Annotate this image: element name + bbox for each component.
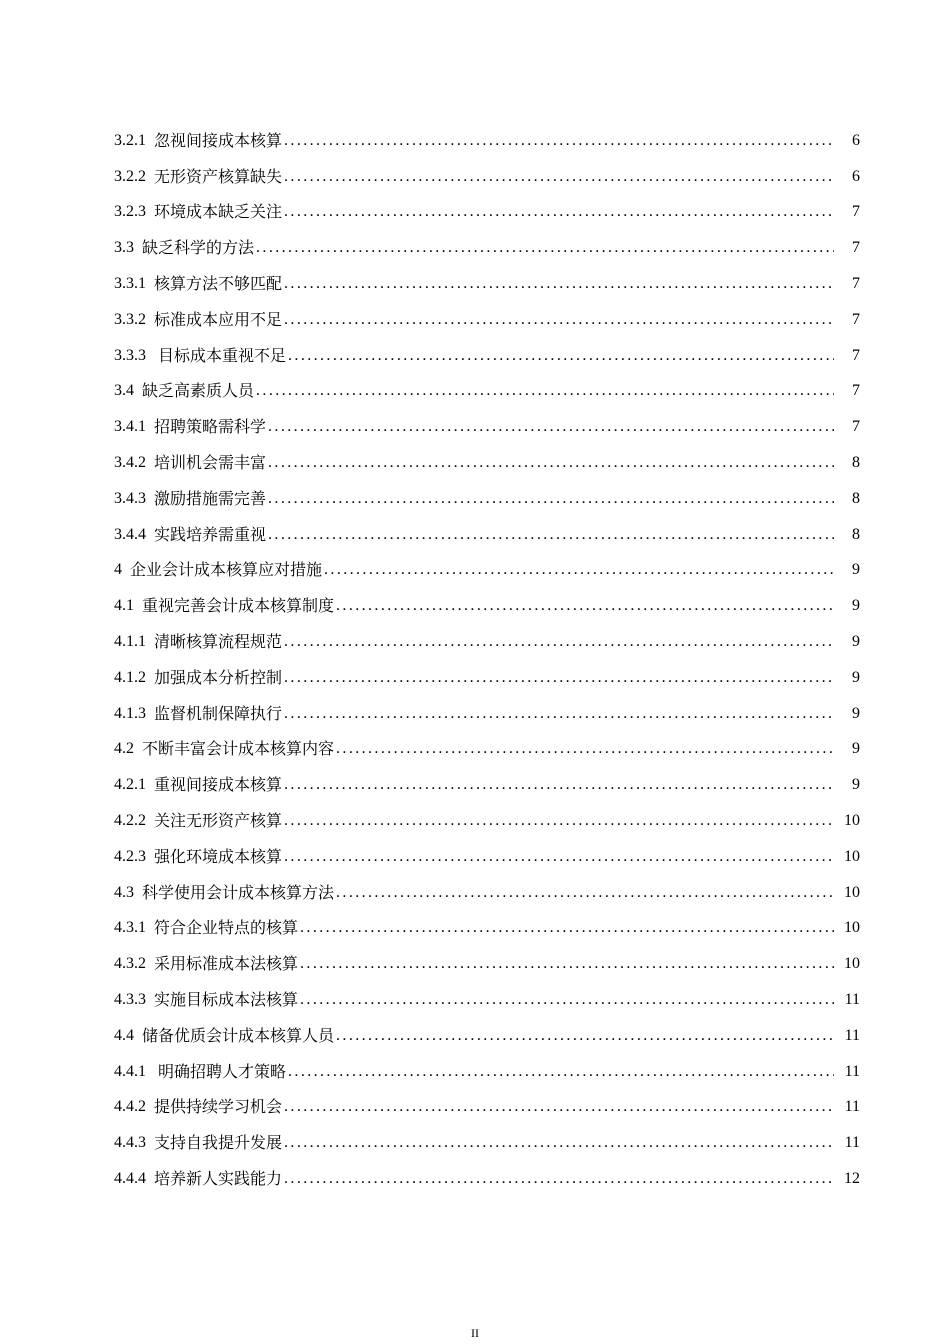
toc-entry-number: 3.4.3 <box>114 489 146 507</box>
toc-entry[interactable] <box>114 1009 860 1045</box>
toc-entry-title: 核算方法不够匹配 <box>154 273 283 293</box>
toc-entry-page: 7 <box>852 382 860 400</box>
toc-entry-title: 储备优质会计成本核算人员 <box>142 1025 335 1045</box>
toc-entry[interactable] <box>114 1116 860 1152</box>
toc-dot-leader <box>284 633 834 651</box>
toc-dot-leader <box>284 1098 834 1116</box>
toc-entry-page: 7 <box>852 239 860 257</box>
toc-entry-title: 不断丰富会计成本核算内容 <box>142 739 335 759</box>
toc-entry-title: 强化环境成本核算 <box>154 846 283 866</box>
toc-dot-leader <box>288 347 834 365</box>
toc-entry-page: 12 <box>844 1169 860 1187</box>
toc-entry-title: 重视完善会计成本核算制度 <box>142 596 335 616</box>
toc-entry-number: 4.4.3 <box>114 1134 146 1152</box>
toc-entry[interactable] <box>114 866 860 902</box>
toc-entry-title: 无形资产核算缺失 <box>154 166 283 186</box>
toc-entry-number: 4.1.3 <box>114 704 146 722</box>
toc-dot-leader <box>288 1063 834 1081</box>
toc-entry-title: 明确招聘人才策略 <box>158 1061 287 1081</box>
toc-entry-number: 4.1.1 <box>114 632 146 650</box>
toc-dot-leader <box>284 203 834 221</box>
toc-entry-title: 目标成本重视不足 <box>158 345 287 365</box>
toc-entry-title: 重视间接成本核算 <box>154 775 283 795</box>
toc-entry[interactable] <box>114 615 860 651</box>
toc-entry[interactable] <box>114 1045 860 1081</box>
toc-entry-number: 4.1 <box>114 597 134 615</box>
toc-entry[interactable] <box>114 472 860 508</box>
toc-entry-page: 9 <box>852 740 860 758</box>
toc-dot-leader <box>284 132 834 150</box>
toc-dot-leader <box>268 418 834 436</box>
toc-entry-number: 4.3.3 <box>114 990 146 1008</box>
toc-entry[interactable] <box>114 365 860 401</box>
toc-entry-page: 11 <box>844 1098 860 1116</box>
toc-entry-number: 4.3.2 <box>114 955 146 973</box>
toc-dot-leader <box>284 311 834 329</box>
toc-entry-number: 3.3.1 <box>114 274 146 292</box>
toc-entry-page: 6 <box>852 167 860 185</box>
toc-dot-leader <box>284 168 834 186</box>
toc-entry-title: 培养新人实践能力 <box>154 1168 283 1188</box>
toc-entry-number: 4.4.2 <box>114 1098 146 1116</box>
toc-dot-leader <box>284 275 834 293</box>
toc-entry-title: 关注无形资产核算 <box>154 810 283 830</box>
toc-dot-leader <box>324 561 834 579</box>
toc-entry-number: 3.2.1 <box>114 131 146 149</box>
toc-entry[interactable] <box>114 186 860 222</box>
toc-entry-number: 3.3 <box>114 239 134 257</box>
toc-entry-number: 4.4.4 <box>114 1169 146 1187</box>
toc-entry-page: 11 <box>844 1026 860 1044</box>
toc-dot-leader <box>284 1134 834 1152</box>
toc-dot-leader <box>256 239 834 257</box>
toc-entry[interactable] <box>114 1152 860 1188</box>
toc-entry-title: 科学使用会计成本核算方法 <box>142 882 335 902</box>
toc-entry-page: 11 <box>844 990 860 1008</box>
toc-entry-page: 9 <box>852 704 860 722</box>
toc-entry-page: 7 <box>852 418 860 436</box>
toc-entry-page: 7 <box>852 346 860 364</box>
toc-dot-leader <box>336 884 834 902</box>
toc-dot-leader <box>336 740 834 758</box>
toc-entry[interactable] <box>114 436 860 472</box>
toc-entry-page: 8 <box>852 453 860 471</box>
toc-entry-title: 实施目标成本法核算 <box>154 989 299 1009</box>
toc-entry-number: 4.3.1 <box>114 919 146 937</box>
toc-entry-number: 3.4.2 <box>114 453 146 471</box>
toc-dot-leader <box>300 955 834 973</box>
toc-entry-page: 9 <box>852 776 860 794</box>
toc-entry-title: 符合企业特点的核算 <box>154 918 299 938</box>
toc-entry-title: 清晰核算流程规范 <box>154 631 283 651</box>
toc-entry-number: 3.4.1 <box>114 418 146 436</box>
toc-entry-title: 环境成本缺乏关注 <box>154 202 283 222</box>
toc-entry-page: 9 <box>852 632 860 650</box>
toc-dot-leader <box>268 526 834 544</box>
toc-entry-page: 10 <box>844 811 860 829</box>
toc-entry[interactable] <box>114 651 860 687</box>
toc-dot-leader <box>284 705 834 723</box>
toc-entry[interactable] <box>114 579 860 615</box>
toc-entry-page: 7 <box>852 203 860 221</box>
toc-entry-number: 4.2.3 <box>114 847 146 865</box>
toc-entry-page: 10 <box>844 955 860 973</box>
toc-entry-number: 4.2.2 <box>114 811 146 829</box>
toc-entry[interactable] <box>114 794 860 830</box>
toc-entry-title: 企业会计成本核算应对措施 <box>130 560 323 580</box>
toc-entry-number: 4.2.1 <box>114 776 146 794</box>
toc-entry-title: 监督机制保障执行 <box>154 703 283 723</box>
toc-entry-page: 9 <box>852 597 860 615</box>
toc-entry[interactable] <box>114 937 860 973</box>
toc-entry[interactable] <box>114 830 860 866</box>
toc-entry-title: 采用标准成本法核算 <box>154 954 299 974</box>
toc-entry[interactable] <box>114 723 860 759</box>
toc-entry-number: 4 <box>114 561 122 579</box>
toc-entry[interactable] <box>114 293 860 329</box>
toc-dot-leader <box>336 1027 834 1045</box>
toc-dot-leader <box>284 848 834 866</box>
toc-entry-page: 11 <box>844 1062 860 1080</box>
toc-entry[interactable] <box>114 902 860 938</box>
toc-entry-title: 标准成本应用不足 <box>154 309 283 329</box>
toc-entry-title: 支持自我提升发展 <box>154 1133 283 1153</box>
toc-entry-number: 4.2 <box>114 740 134 758</box>
toc-entry-page: 10 <box>844 883 860 901</box>
toc-entry-title: 加强成本分析控制 <box>154 667 283 687</box>
toc-entry-title: 忽视间接成本核算 <box>154 130 283 150</box>
toc-entry[interactable] <box>114 1081 860 1117</box>
toc-entry-title: 缺乏科学的方法 <box>142 238 255 258</box>
toc-entry-page: 11 <box>844 1134 860 1152</box>
toc-dot-leader <box>284 812 834 830</box>
toc-entry[interactable] <box>114 973 860 1009</box>
toc-entry[interactable] <box>114 150 860 186</box>
toc-entry-number: 3.3.3 <box>114 346 146 364</box>
toc-entry-page: 7 <box>852 310 860 328</box>
toc-entry-title: 实践培养需重视 <box>154 524 267 544</box>
toc-entry-title: 招聘策略需科学 <box>154 417 267 437</box>
toc-entry[interactable] <box>114 257 860 293</box>
toc-dot-leader <box>268 490 834 508</box>
toc-entry[interactable] <box>114 221 860 257</box>
toc-entry[interactable] <box>114 508 860 544</box>
toc-dot-leader <box>300 919 834 937</box>
toc-entry-page: 10 <box>844 919 860 937</box>
table-of-contents <box>114 114 860 1188</box>
toc-entry-number: 4.4 <box>114 1026 134 1044</box>
toc-entry-page: 10 <box>844 847 860 865</box>
toc-entry-number: 3.2.2 <box>114 167 146 185</box>
toc-entry-page: 7 <box>852 274 860 292</box>
toc-entry-number: 3.2.3 <box>114 203 146 221</box>
toc-dot-leader <box>300 991 834 1009</box>
toc-entry[interactable] <box>114 400 860 436</box>
toc-dot-leader <box>284 669 834 687</box>
toc-entry-page: 9 <box>852 668 860 686</box>
toc-entry-title: 提供持续学习机会 <box>154 1097 283 1117</box>
toc-entry-page: 8 <box>852 525 860 543</box>
page-number: II <box>471 1326 479 1340</box>
toc-entry-number: 4.4.1 <box>114 1062 146 1080</box>
toc-entry-page: 9 <box>852 561 860 579</box>
toc-entry[interactable] <box>114 329 860 365</box>
toc-entry-number: 4.3 <box>114 883 134 901</box>
toc-entry[interactable] <box>114 687 860 723</box>
toc-entry[interactable] <box>114 114 860 150</box>
toc-entry-number: 3.3.2 <box>114 310 146 328</box>
toc-entry-number: 3.4 <box>114 382 134 400</box>
toc-entry[interactable] <box>114 758 860 794</box>
toc-entry-number: 4.1.2 <box>114 668 146 686</box>
toc-dot-leader <box>268 454 834 472</box>
toc-dot-leader <box>336 597 834 615</box>
toc-dot-leader <box>284 776 834 794</box>
toc-dot-leader <box>256 382 834 400</box>
toc-entry-number: 3.4.4 <box>114 525 146 543</box>
toc-entry-page: 6 <box>852 131 860 149</box>
toc-dot-leader <box>284 1170 834 1188</box>
toc-entry-title: 培训机会需丰富 <box>154 452 267 472</box>
toc-entry-title: 缺乏高素质人员 <box>142 381 255 401</box>
toc-entry-title: 激励措施需完善 <box>154 488 267 508</box>
toc-entry[interactable] <box>114 544 860 580</box>
toc-entry-page: 8 <box>852 489 860 507</box>
